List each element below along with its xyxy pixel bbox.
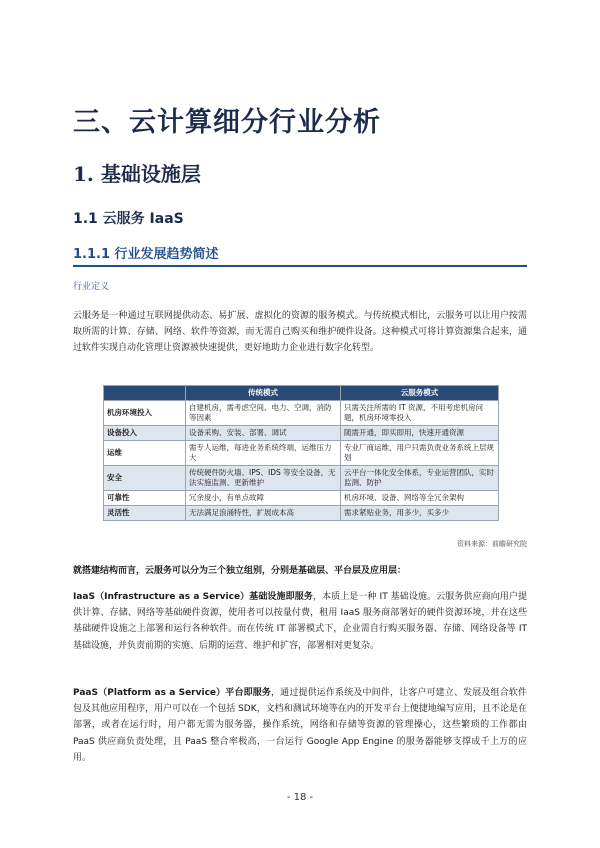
subsection-title: 1.1 云服务 IaaS (73, 211, 184, 227)
subsubsection-title: 1.1.1 行业发展趋势简述 (73, 243, 527, 267)
table-cell: 云平台一体化安全体系，专业运营团队，实时监测、防护 (341, 466, 499, 491)
lead-sentence: 就搭建结构而言，云服务可以分为三个独立组别，分别是基础层、平台层及应用层： (73, 566, 407, 576)
table-cell: 机房环境、设备、网络等全冗余架构 (341, 491, 499, 506)
paas-text: ，通过提供运作系统及中间件，让客户可建立、发展及组合软件包及其他应用程序，用户可以在一个包括 SDK，文档和测试环境等在内的开发平台上便捷地编写应用，且不论是在部署，或者在运行时，用户都无需为服务器，操作系统，网络和存储等资源的管理操心，这些繁琐的工作都由 PaaS 供应商负责处理，且 PaaS 整合率极高，一台运行 Google App Engine 的服务器能够支撑成千上万的应用。 (73, 688, 527, 763)
table-cell: 灵活性 (104, 506, 186, 521)
table-cell: 随需开通，即买即用，快速开通资源 (341, 426, 499, 441)
table-cell: 需求紧贴业务，用多少，买多少 (341, 506, 499, 521)
table-cell: 安全 (104, 466, 186, 491)
table-cell: 传统硬件防火墙、IPS、IDS 等安全设备，无法实施监测、更新维护 (186, 466, 341, 491)
table-header: 传统模式 (186, 386, 341, 401)
table-cell: 可靠性 (104, 491, 186, 506)
table-cell: 设备投入 (104, 426, 186, 441)
table-header (104, 386, 186, 401)
intro-paragraph: 云服务是一种通过互联网提供动态、易扩展、虚拟化的资源的服务模式。与传统模式相比，云服务可以让用户按需取所需的计算、存储、网络、软件等资源，而无需自己购买和维护硬件设备。这种模式可将计算资源集合起来，通过软件实现自动化管理让资源被快速提供，更好地助力企业进行数字化转型。 (73, 311, 527, 354)
table-cell: 运维 (104, 441, 186, 466)
table-source: 资料来源：前瞻研究院 (457, 540, 527, 548)
table-row (104, 441, 499, 466)
table-row (104, 506, 499, 521)
comparison-table (103, 385, 499, 521)
table-cell: 冗余度小，有单点故障 (186, 491, 341, 506)
table-row (104, 466, 499, 491)
iaas-paragraph (73, 589, 527, 654)
table-row (104, 401, 499, 426)
table-cell: 机房环境投入 (104, 401, 186, 426)
table-row (104, 491, 499, 506)
table-cell: 需专人运维，每进业务系统终端，运维压力大 (186, 441, 341, 466)
definition-label: 行业定义 (73, 282, 110, 292)
table-header-row (104, 386, 499, 401)
table-cell: 无法满足浪涌特性，扩展成本高 (186, 506, 341, 521)
table-row (104, 426, 499, 441)
table-cell: 设备采购、安装、部署、调试 (186, 426, 341, 441)
page-number: - 18 - (286, 792, 314, 803)
table-cell: 自建机房，需考虑空间、电力、空调，消防等因素 (186, 401, 341, 426)
chapter-title: 1. 基础设施层 (73, 162, 201, 186)
paas-term: PaaS（Platform as a Service）平台即服务 (73, 688, 272, 698)
table-header: 云服务模式 (341, 386, 499, 401)
table-cell: 专业厂商运维，用户只需负责业务系统上层规划 (341, 441, 499, 466)
iaas-term: IaaS（Infrastructure as a Service）基础设施即服务 (73, 592, 313, 602)
iaas-text: ，本质上是一种 IT 基础设施。云服务供应商向用户提供计算、存储、网络等基础硬件资源，使用者可以按量付费，租用 IaaS 服务商部署好的硬件资源环境，并在这些基础硬件设施之上部署和运行各种软件。而在传统 IT 部署模式下，企业需自行购买服务器、存储、网络设备等 IT 基础设施，并负责前期的实施、后期的运营、维护和扩容，部署相对更复杂。 (73, 592, 528, 651)
paas-paragraph (73, 685, 527, 766)
table-cell: 只需关注所需的 IT 资源，不用考虑机房问题，机房环境零投入 (341, 401, 499, 426)
section-title: 三、云计算细分行业分析 (73, 107, 381, 138)
